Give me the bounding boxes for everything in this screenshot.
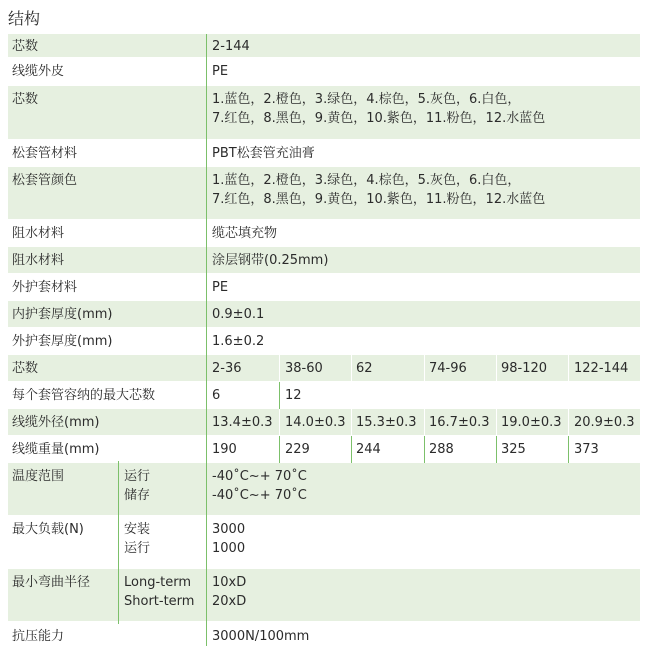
row-value: PE [212,64,229,79]
weight-cell: 190 [212,442,237,457]
column-divider [351,409,352,435]
sub-label: 储存 [124,488,151,503]
row-label: 最大负载(N) [12,522,84,537]
sub-label: 运行 [124,469,151,484]
row-value-line-2: 7.红色，8.黑色，9.黄色，10.紫色，11.粉色，12.水蓝色 [212,192,546,207]
weight-cell: 244 [356,442,381,457]
column-divider [351,355,352,381]
sub-label: 安装 [124,522,151,537]
range-cell: 2-36 [212,361,242,376]
row-label: 芯数 [12,39,39,54]
row-value: 20xD [212,594,247,609]
column-divider [568,355,569,381]
sub-column-divider [118,461,119,624]
row-label: 芯数 [12,361,39,376]
table-row [8,274,640,301]
row-label: 线缆外径(mm) [12,415,100,430]
table-row [8,382,640,409]
table-row [8,328,640,355]
diameter-cell: 19.0±0.3 [501,415,562,430]
row-label: 温度范围 [12,469,65,484]
range-cell: 74-96 [429,361,467,376]
row-value: 1000 [212,541,246,556]
weight-cell: 373 [574,442,599,457]
sub-label: Short-term [124,594,195,609]
column-divider [496,355,497,381]
table-row [8,436,640,463]
diameter-cell: 14.0±0.3 [285,415,346,430]
row-value: -40˚C~+ 70˚C [212,469,307,484]
column-divider [568,409,569,435]
row-value: PE [212,280,229,295]
table-row [8,569,640,622]
row-value: 0.9±0.1 [212,307,265,322]
table-row [8,86,640,140]
row-value: 3000 [212,522,246,537]
table-row [8,220,640,247]
row-value: 2-144 [212,39,250,54]
range-cell: 98-120 [501,361,548,376]
table-row [8,516,640,569]
row-label: 阻水材料 [12,253,65,268]
range-cell: 62 [356,361,373,376]
row-value: 3000N/100mm [212,629,310,644]
table-row [8,463,640,516]
row-label: 松套管颜色 [12,173,78,188]
column-divider [279,355,280,381]
row-label: 阻水材料 [12,226,65,241]
sub-label: 运行 [124,541,151,556]
table-row [8,301,640,328]
row-label: 线缆外皮 [12,64,65,79]
row-value-line-1: 1.蓝色，2.橙色，3.绿色，4.棕色，5.灰色，6.白色， [212,92,521,107]
row-label: 抗压能力 [12,629,65,644]
table-row [8,140,640,167]
column-divider [424,355,425,381]
row-label: 芯数 [12,92,39,107]
column-divider [496,409,497,435]
table-row [8,622,640,650]
table-row [8,167,640,220]
row-value: -40˚C~+ 70˚C [212,488,307,503]
weight-cell: 325 [501,442,526,457]
range-cell: 38-60 [285,361,323,376]
row-value: PBT松套管充油膏 [212,146,315,161]
diameter-cell: 16.7±0.3 [429,415,490,430]
table-row [8,355,640,382]
column-divider [424,436,425,463]
diameter-cell: 20.9±0.3 [574,415,635,430]
row-value: 10xD [212,575,247,590]
row-label: 松套管材料 [12,146,78,161]
sub-label: Long-term [124,575,192,590]
column-divider [568,436,569,463]
row-label: 内护套厚度(mm) [12,307,113,322]
table-row [8,34,640,58]
weight-cell: 229 [285,442,310,457]
weight-cell: 288 [429,442,454,457]
row-label: 外护套厚度(mm) [12,334,113,349]
row-label: 外护套材料 [12,280,78,295]
column-divider [279,382,280,409]
tube-fiber-cell: 6 [212,388,221,403]
diameter-cell: 13.4±0.3 [212,415,273,430]
row-value-line-2: 7.红色，8.黑色，9.黄色，10.紫色，11.粉色，12.水蓝色 [212,111,546,126]
tube-fiber-cell: 12 [285,388,302,403]
range-cell: 122-144 [574,361,629,376]
column-divider [496,436,497,463]
row-label: 线缆重量(mm) [12,442,100,457]
column-divider [351,436,352,463]
spec-table [8,34,640,650]
row-value: 缆芯填充物 [212,226,278,241]
column-divider [279,409,280,435]
table-row [8,247,640,274]
column-divider [279,436,280,463]
row-value-line-1: 1.蓝色，2.橙色，3.绿色，4.棕色，5.灰色，6.白色， [212,173,521,188]
table-row [8,58,640,86]
column-divider [206,34,207,646]
table-row [8,409,640,436]
column-divider [424,409,425,435]
row-value: 1.6±0.2 [212,334,265,349]
row-label: 最小弯曲半径 [12,575,91,590]
diameter-cell: 15.3±0.3 [356,415,417,430]
section-title: 结构 [8,9,41,28]
row-label: 每个套管容纳的最大芯数 [12,388,156,403]
row-value: 涂层钢带(0.25mm) [212,253,329,268]
